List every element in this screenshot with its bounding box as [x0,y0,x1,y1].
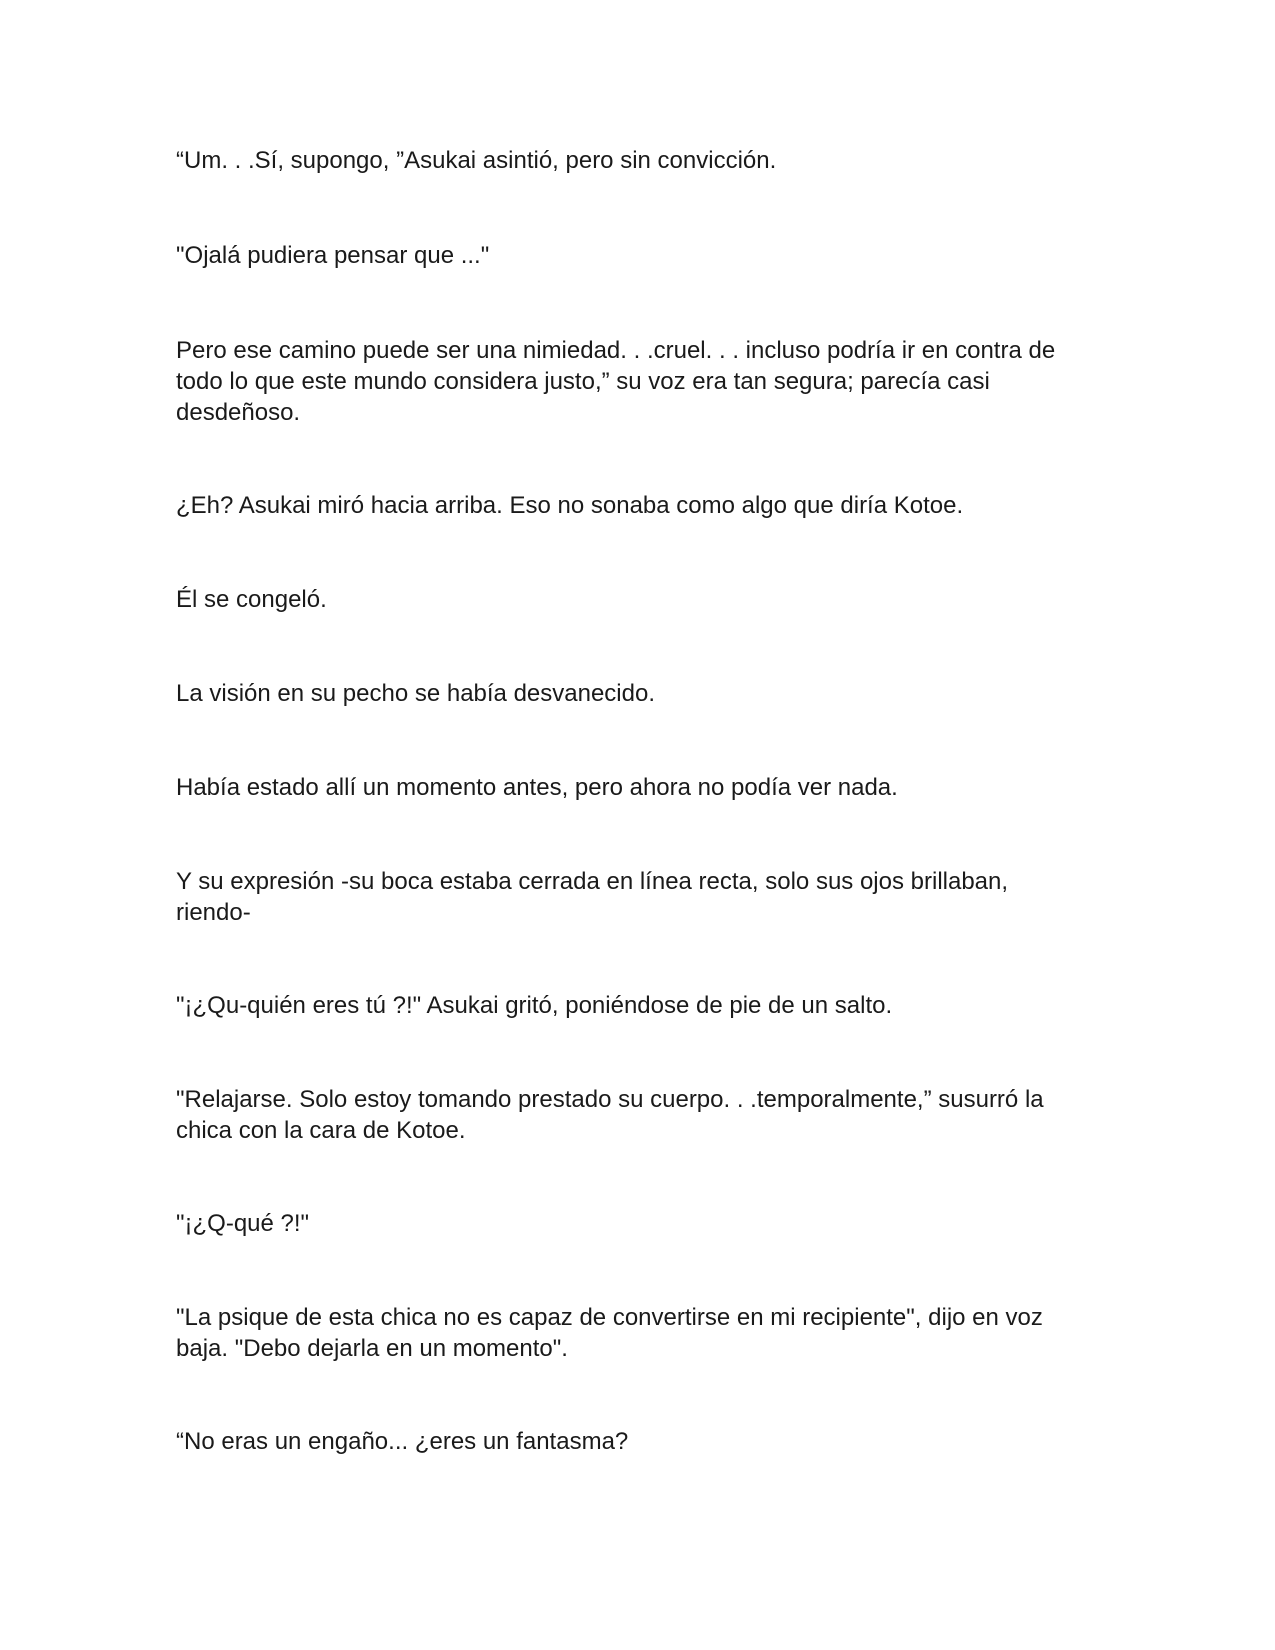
paragraph: "Ojalá pudiera pensar que ..." [176,242,490,269]
paragraph: “No eras un engaño... ¿eres un fantasma? [176,1428,629,1455]
paragraph: Y su expresión -su boca estaba cerrada en línea recta, solo sus ojos brillaban, riendo- [176,868,1009,926]
paragraph: "La psique de esta chica no es capaz de convertirse en mi recipiente", dijo en voz baja. "Debo dejarla en un momento". [176,1304,1043,1362]
paragraph: “Um. . .Sí, supongo, ”Asukai asintió, pero sin convicción. [176,147,777,174]
paragraph: La visión en su pecho se había desvanecido. [176,680,656,707]
paragraph: Él se congeló. [176,586,327,613]
paragraph: Había estado allí un momento antes, pero ahora no podía ver nada. [176,774,898,801]
paragraph: ¿Eh? Asukai miró hacia arriba. Eso no sonaba como algo que diría Kotoe. [176,492,964,519]
paragraph: "¡¿Q-qué ?!" [176,1210,310,1237]
paragraph: "¡¿Qu-quién eres tú ?!" Asukai gritó, poniéndose de pie de un salto. [176,992,893,1019]
paragraph: Pero ese camino puede ser una nimiedad. . .cruel. . . incluso podría ir en contra de todo lo que este mundo considera justo,” su voz era tan segura; parecía casi desdeñoso. [176,337,1056,426]
paragraph: "Relajarse. Solo estoy tomando prestado su cuerpo. . .temporalmente,” susurró la chica con la cara de Kotoe. [176,1086,1044,1144]
